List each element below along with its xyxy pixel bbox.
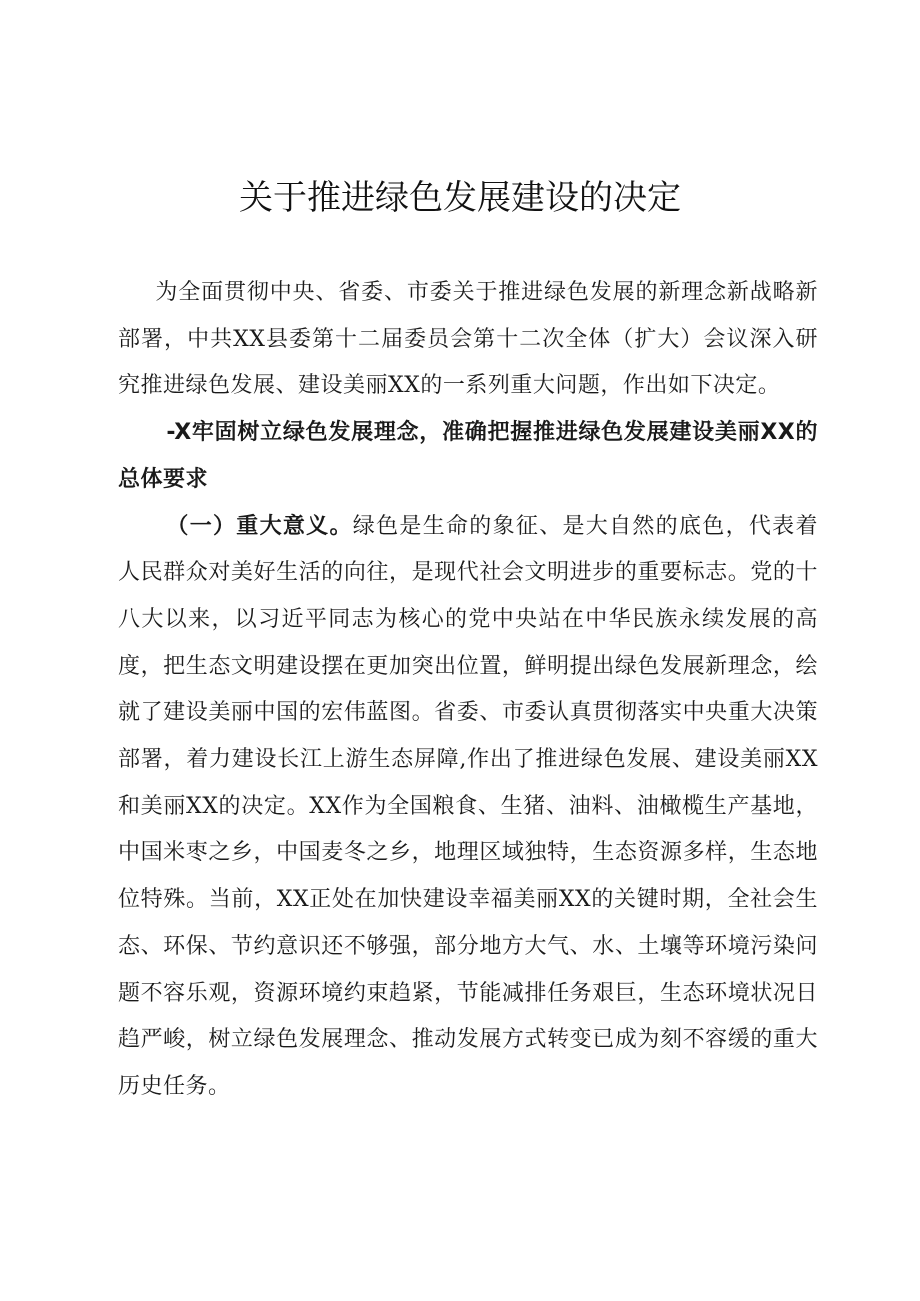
subsection-heading: （一）重大意义。 xyxy=(166,513,353,539)
document-title: 关于推进绿色发展建设的决定 xyxy=(239,178,681,218)
subsection-body: 绿色是生命的象征、是大自然的底色，代表着人民群众对美好生活的向往，是现代社会文明进步的重要标志。党的十八大以来，以习近平同志为核心的党中央站在中华民族永续发展的高度，把生态文明建设摆在更加突出位置，鲜明提出绿色发展新理念，绘就了建设美丽中国的宏伟蓝图。省委、市委认真贯彻落实中央重大决策部署，着力建设长江上游生态屏障,作出了推进绿色发展、建设美丽XX和美丽XX的决定。XX作为全国粮食、生猪、油料、油橄榄生产基地，中国米枣之乡，中国麦冬之乡，地理区域独特，生态资源多样，生态地位特殊。当前，XX正处在加快建设幸福美丽XX的关键时期，全社会生态、环保、节约意识还不够强，部分地方大气、水、土壤等环境污染问题不容乐观，资源环境约束趋紧，节能减排任务艰巨，生态环境状况日趋严峻，树立绿色发展理念、推动发展方式转变已成为刻不容缓的重大历史任务。 xyxy=(118,513,818,1099)
section-heading: -X牢固树立绿色发展理念，准确把握推进绿色发展建设美丽XX的总体要求 xyxy=(118,420,818,492)
intro-paragraph: 为全面贯彻中央、省委、市委关于推进绿色发展的新理念新战略新部署，中共XX县委第十二届委员会第十二次全体（扩大）会议深入研究推进绿色发展、建设美丽XX的一系列重大问题，作出如下决定。 xyxy=(118,280,818,399)
subsection-paragraph xyxy=(118,504,818,1111)
document-body xyxy=(118,270,818,1111)
